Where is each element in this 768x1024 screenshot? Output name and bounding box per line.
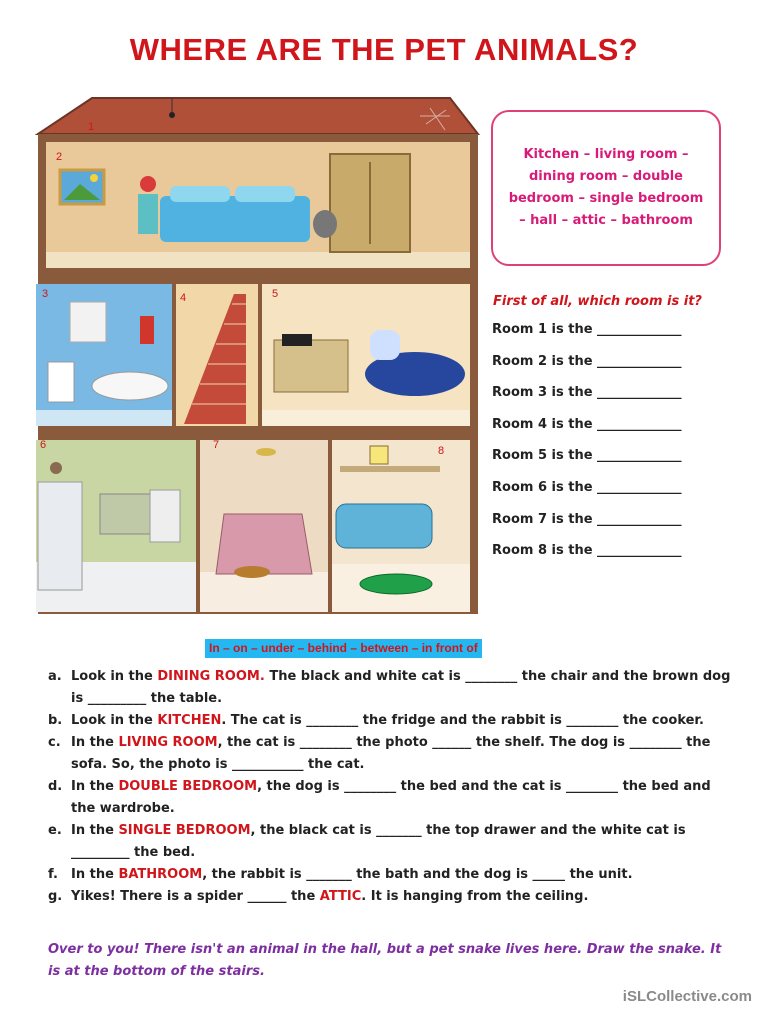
room-number-3: 3 [42,288,49,300]
room-number-6: 6 [40,439,47,451]
exercise-sentence[interactable] [48,732,738,776]
room-name: DOUBLE BEDROOM [118,779,258,794]
room-name: ATTIC [319,889,362,904]
room-answer-line[interactable]: Room 6 is the _____________ [492,479,682,495]
sentence-text: , the black cat is _______ the top drawer and the white cat is _________ the bed. [71,823,686,860]
room-kitchen [36,440,196,612]
sentence-text: , the rabbit is _______ the bath and the dog is _____ the unit. [202,867,633,882]
footer-watermark: iSLCollective.com [622,988,752,1005]
room-number-5: 5 [272,288,279,300]
sentence-text: In the [71,823,119,838]
room-bathroom [36,284,172,426]
room-answer-line[interactable]: Room 5 is the _____________ [492,448,682,464]
spider-icon [169,112,175,118]
exercise-sentence[interactable] [48,886,738,908]
sentence-text: Look in the [71,713,158,728]
room-name: LIVING ROOM [118,735,218,750]
room-double-bedroom [46,142,470,268]
sentence-text: . The cat is ________ the fridge and the rabbit is ________ the cooker. [221,713,704,728]
room-answer-line[interactable]: Room 7 is the _____________ [492,511,682,527]
sentence-letter: a. [48,669,62,684]
room-answer-line[interactable]: Room 1 is the _____________ [492,322,682,337]
room-number-2: 2 [56,151,63,163]
room-name: SINGLE BEDROOM [118,823,251,838]
room-answer-line[interactable]: Room 2 is the _____________ [492,353,682,369]
room-number-8: 8 [438,445,445,457]
room-name: BATHROOM [118,867,203,882]
room-vocabulary-box [491,110,721,266]
over-to-you-instructions: Over to you! There isn't an animal in the hall, but a pet snake lives here. Draw the snake. It is at the bottom of the stairs. [48,942,722,979]
sentence-letter: b. [48,713,63,728]
room-dining-room [200,440,328,612]
room-single-bedroom [262,284,470,426]
room-number-4: 4 [180,292,187,304]
sentence-letter: g. [48,889,63,904]
room-living-room [332,440,470,612]
prepositions-banner: In – on – under – behind – between – in front of [205,639,482,658]
room-answer-line[interactable]: Room 3 is the _____________ [492,385,682,401]
room-answer-line[interactable]: Room 4 is the _____________ [492,416,682,432]
room-question: First of all, which room is it? [493,294,702,309]
house-illustration [20,94,480,624]
sentence-text: In the [71,867,119,882]
sentence-text: Yikes! There is a spider ______ the [71,889,320,904]
exercise-sentence[interactable] [48,776,738,820]
exercise-sentence[interactable] [48,864,738,886]
room-hall [176,284,258,426]
sentence-text: The black and white cat is ________ the chair and the brown dog is _________ the table. [71,669,731,706]
room-name: DINING ROOM. [157,669,265,684]
sentence-letter: f. [48,867,58,882]
room-vocabulary-text: Kitchen – living room – dining room – double bedroom – single bedroom – hall – attic – bathroom [508,147,704,228]
sentence-letter: d. [48,779,63,794]
room-number-1: 1 [88,121,95,133]
sentence-text: In the [71,779,119,794]
sentence-text: In the [71,735,119,750]
sentence-text: Look in the [71,669,158,684]
room-number-7: 7 [213,439,220,451]
room-answer-line[interactable]: Room 8 is the _____________ [492,543,682,559]
exercise-sentence[interactable] [48,666,738,710]
sentence-letter: c. [48,735,61,750]
worksheet-title: WHERE ARE THE PET ANIMALS? [129,32,639,67]
exercise-sentence[interactable] [48,710,738,732]
exercise-sentence[interactable] [48,820,738,864]
room-answer-list [492,322,732,575]
sentence-text: . It is hanging from the ceiling. [361,889,589,904]
room-name: KITCHEN [157,713,222,728]
exercise-sentences [48,666,738,908]
sentence-text: , the dog is ________ the bed and the cat is ________ the bed and the wardrobe. [71,779,711,816]
sentence-text: , the cat is ________ the photo ______ the shelf. The dog is ________ the sofa. So, the photo is ___________ the cat. [71,735,711,772]
sentence-letter: e. [48,823,62,838]
